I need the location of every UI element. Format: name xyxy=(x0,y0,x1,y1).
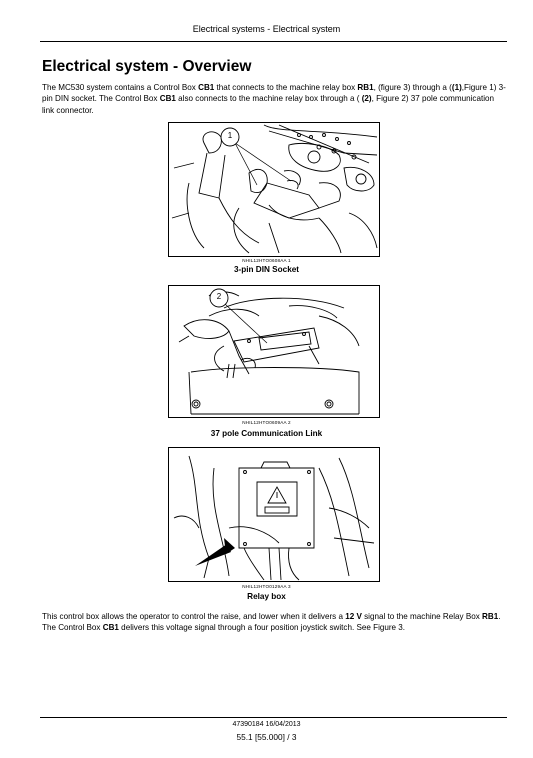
intro-bold-cb1-b: CB1 xyxy=(159,94,176,104)
body-text-2: signal to the machine Relay Box xyxy=(361,612,483,621)
body-paragraph xyxy=(42,611,506,634)
body-text-1: This control box allows the operator to control the raise, and lower when it delivers a xyxy=(42,612,346,621)
figure-1-din-socket-photo xyxy=(168,122,380,257)
body-bold-rb1: RB1 xyxy=(482,612,499,621)
body-text-4: delivers this voltage signal through a four position joystick switch. See Figure 3. xyxy=(118,623,406,633)
intro-bold-ref-2: (2) xyxy=(361,94,372,104)
intro-text-4: ,Figure 1) 3-pin DIN socket. The Control Box xyxy=(42,83,506,104)
intro-text-1: The MC530 system contains a Control Box xyxy=(42,83,199,92)
intro-bold-ref-1: (1) xyxy=(451,83,462,92)
intro-bold-cb1: CB1 xyxy=(198,83,215,92)
page-title: Electrical system - Overview xyxy=(42,58,252,75)
intro-text-3: , (figure 3) through a ( xyxy=(373,83,452,92)
running-header: Electrical systems - Electrical system xyxy=(192,24,341,34)
figure-3-caption: Relay box xyxy=(247,592,286,601)
intro-text-5: also connects to the machine relay box through a ( xyxy=(175,94,362,104)
body-bold-cb1: CB1 xyxy=(102,623,119,633)
footer-doc-ref: 47390184 16/04/2013 xyxy=(232,721,301,728)
body-text-3: . The Control Box xyxy=(42,612,501,633)
footer-rule xyxy=(40,717,507,718)
figure-2-communication-link-photo xyxy=(168,285,380,418)
figure-3-id: NHIL12HTO0129AA 3 xyxy=(242,584,291,589)
intro-paragraph xyxy=(42,82,506,116)
intro-bold-rb1: RB1 xyxy=(357,83,374,92)
intro-text-2: that connects to the machine relay box xyxy=(214,83,358,92)
figure-1-callout: 1 xyxy=(227,131,233,140)
figure-2-callout: 2 xyxy=(216,292,222,301)
footer-page-ref: 55.1 [55.000] / 3 xyxy=(236,732,297,742)
figure-2-id: NHIL12HTO0609AA 2 xyxy=(242,420,291,425)
figure-1-caption: 3-pin DIN Socket xyxy=(233,265,300,274)
intro-text-6: , Figure 2) 37 pole communication link connector. xyxy=(42,94,495,115)
figure-3-relay-box-photo xyxy=(168,447,380,582)
body-bold-12v: 12 V xyxy=(345,612,362,621)
header-rule xyxy=(40,41,507,42)
figure-1-id: NHIL12HTO0608AA 1 xyxy=(242,258,291,263)
figure-2-caption: 37 pole Communication Link xyxy=(210,429,323,438)
